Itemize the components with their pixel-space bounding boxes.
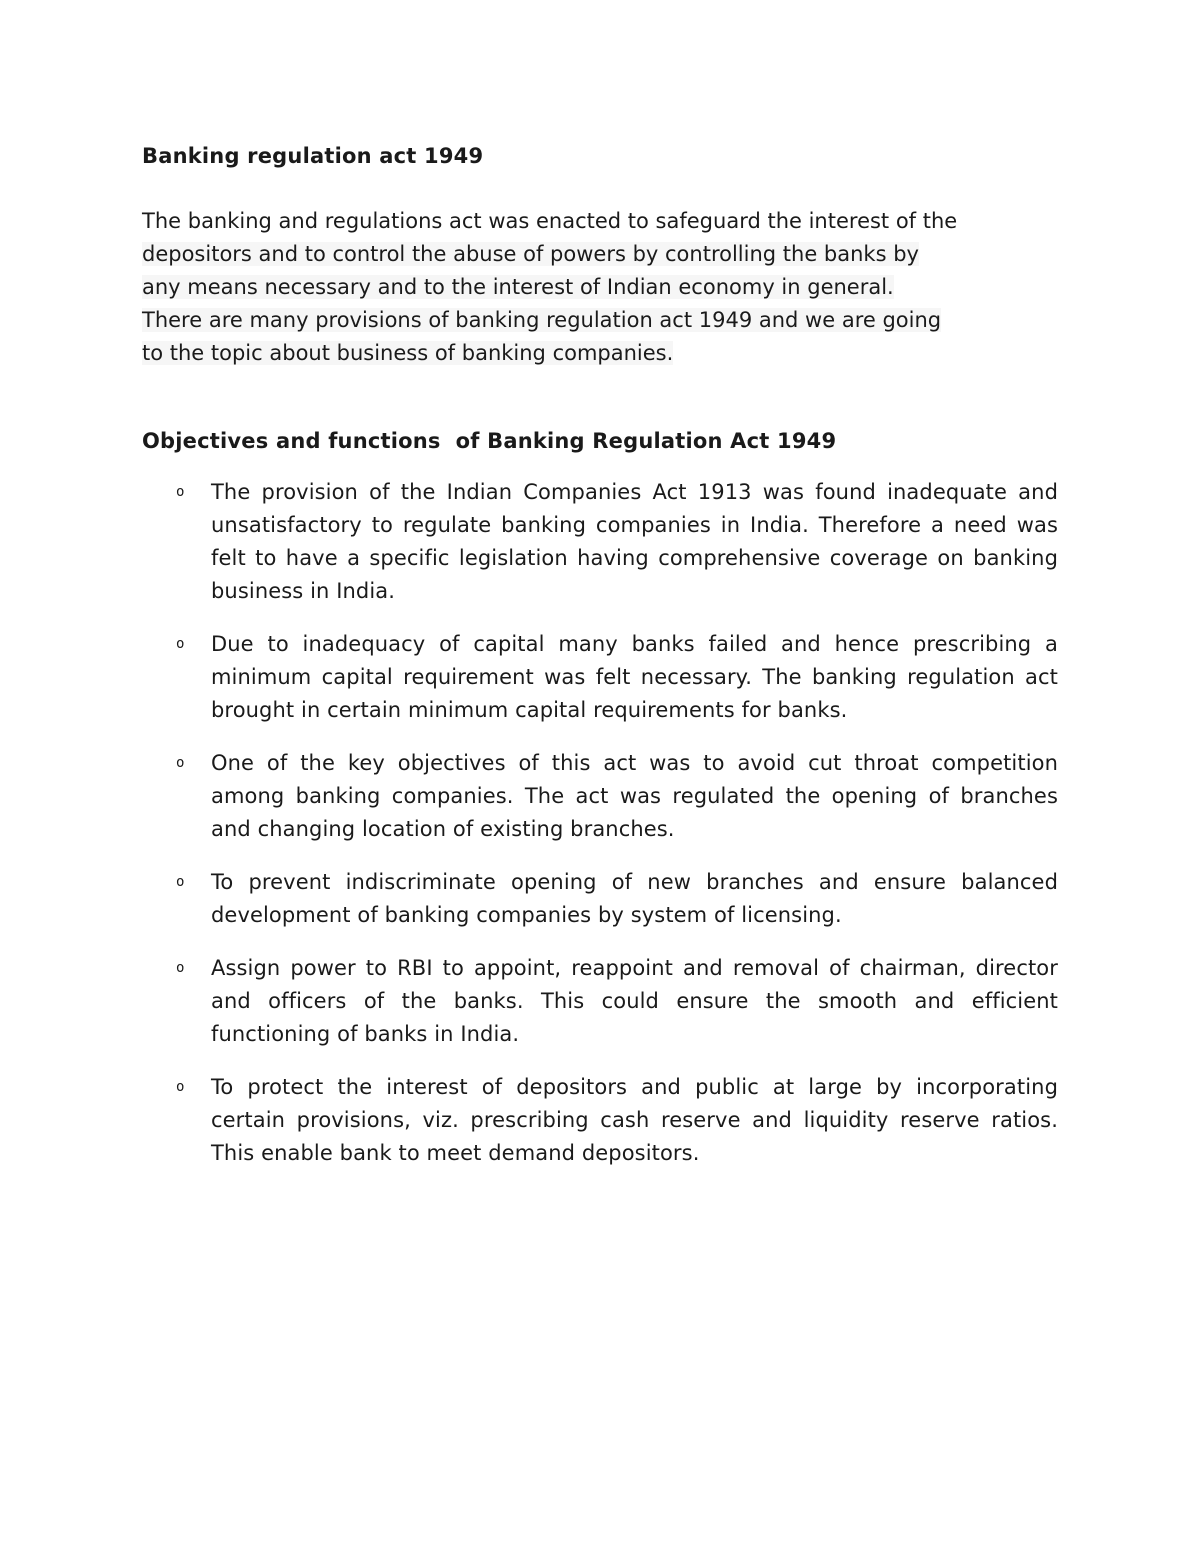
intro-line: [142, 337, 1058, 370]
list-item-text: The provision of the Indian Companies Act 1913 was found inadequate and unsatisfactory to regulate banking companies in India. Therefore a need was felt to have a specific legislation having comprehensive coverage on banking business in India.: [211, 480, 1058, 603]
intro-line-text: There are many provisions of banking regulation act 1949 and we are going: [142, 308, 942, 332]
hollow-bullet-icon: o: [176, 960, 185, 976]
hollow-bullet-icon: o: [176, 636, 185, 652]
list-item-text: Due to inadequacy of capital many banks failed and hence prescribing a minimum capital requirement was felt necessary. The banking regulation act brought in certain minimum capital requirements for banks.: [211, 632, 1058, 722]
list-item: [142, 476, 1058, 608]
list-item-text: Assign power to RBI to appoint, reappoint and removal of chairman, director and officers of the banks. This could ensure the smooth and efficient functioning of banks in India.: [211, 956, 1058, 1046]
intro-line: [142, 271, 1058, 304]
list-item-text: To protect the interest of depositors and public at large by incorporating certain provisions, viz. prescribing cash reserve and liquidity reserve ratios. This enable bank to meet demand depositors.: [211, 1075, 1058, 1165]
section-heading: Objectives and functions of Banking Regulation Act 1949: [142, 429, 837, 453]
list-item: [142, 952, 1058, 1051]
intro-line-text: to the topic about business of banking companies.: [142, 341, 674, 365]
intro-line: [142, 304, 1058, 337]
list-item-text: One of the key objectives of this act was to avoid cut throat competition among banking companies. The act was regulated the opening of branches and changing location of existing branches.: [211, 751, 1058, 841]
list-item: [142, 628, 1058, 727]
list-item: [142, 1071, 1058, 1170]
intro-line-text: any means necessary and to the interest of Indian economy in general.: [142, 275, 894, 299]
intro-line-text: depositors and to control the abuse of powers by controlling the banks by: [142, 242, 919, 266]
hollow-bullet-icon: o: [176, 484, 185, 500]
objectives-list: [142, 476, 1058, 1170]
document-title: Banking regulation act 1949: [142, 144, 484, 168]
hollow-bullet-icon: o: [176, 755, 185, 771]
list-item: [142, 866, 1058, 932]
list-item: [142, 747, 1058, 846]
hollow-bullet-icon: o: [176, 874, 185, 890]
hollow-bullet-icon: o: [176, 1079, 185, 1095]
document-page: [142, 140, 1058, 1190]
intro-paragraph: [142, 205, 1058, 370]
list-item-text: To prevent indiscriminate opening of new branches and ensure balanced development of banking companies by system of licensing.: [211, 870, 1058, 927]
intro-line: [142, 238, 1058, 271]
intro-line: The banking and regulations act was enacted to safeguard the interest of the: [142, 209, 958, 233]
